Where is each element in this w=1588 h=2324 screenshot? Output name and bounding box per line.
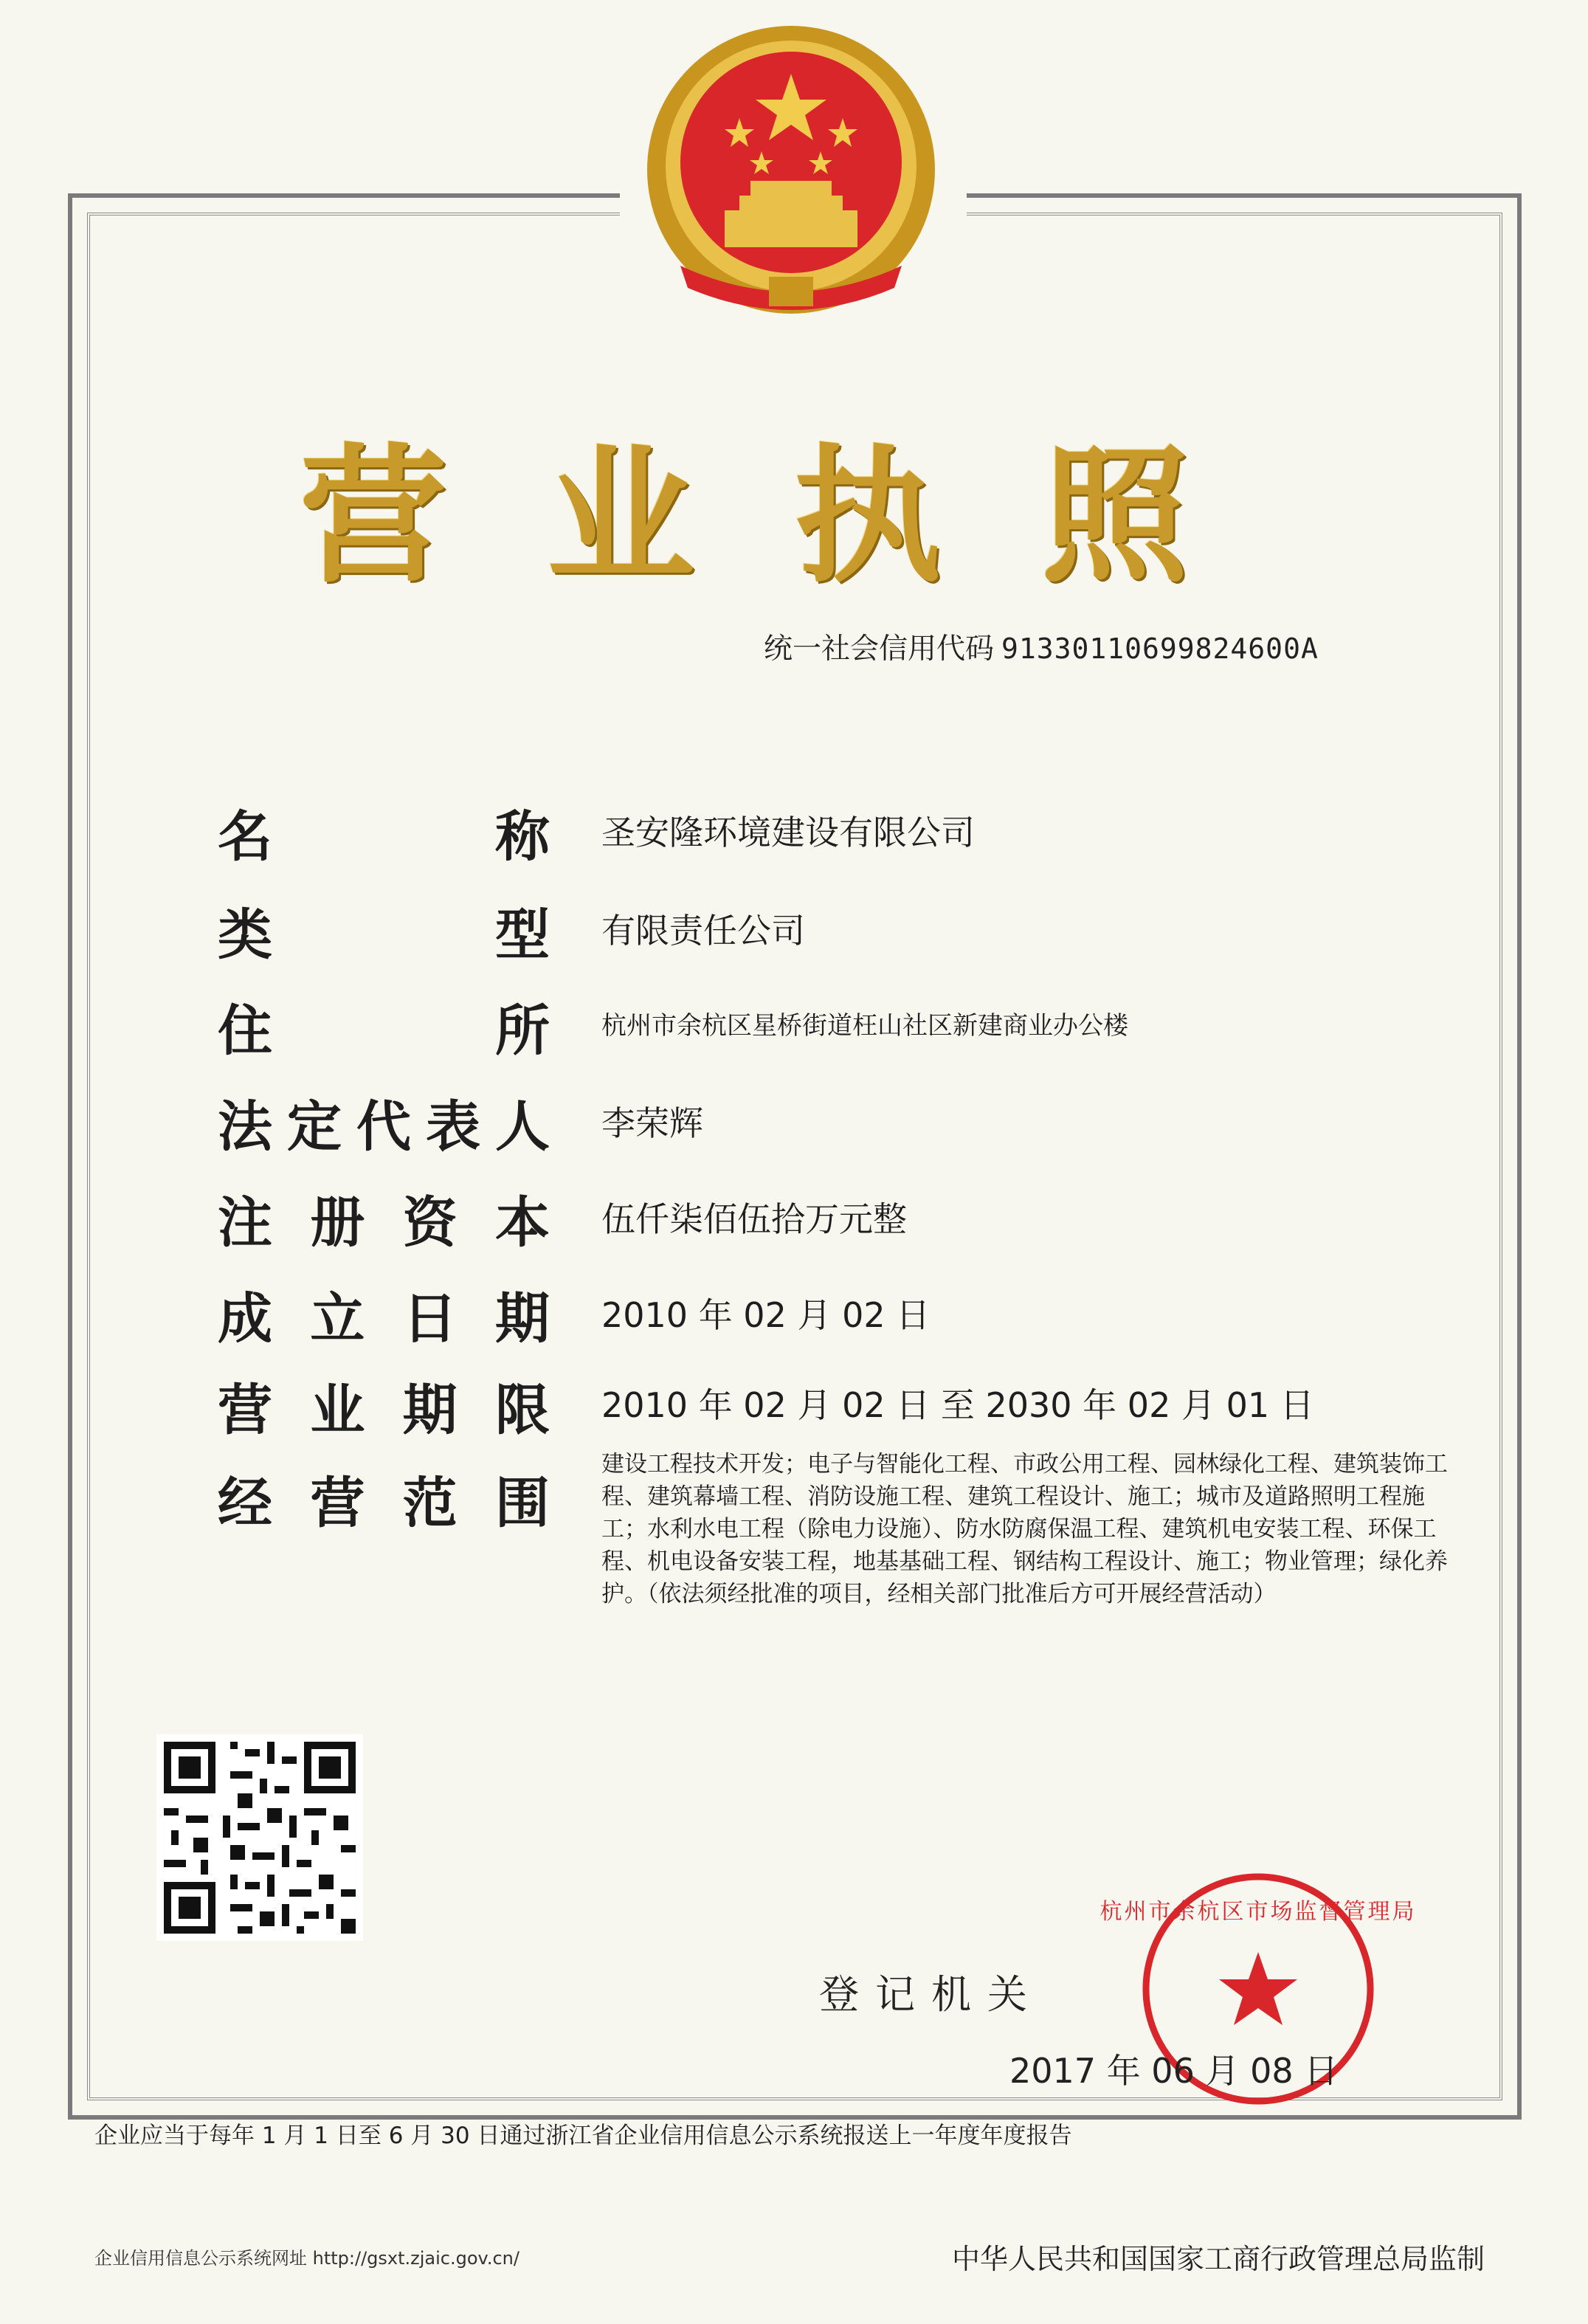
registration-authority-label: 登记机关 <box>819 1971 1043 2018</box>
supervision-line: 中华人民共和国国家工商行政管理总局监制 <box>951 2243 1485 2275</box>
value-term: 2010 年 02 月 02 日 至 2030 年 02 月 01 日 <box>601 1385 1314 1425</box>
annual-report-notice: 企业应当于每年 1 月 1 日至 6 月 30 日通过浙江省企业信用信息公示系统报送上一年度年度报告 <box>94 2123 1072 2149</box>
value-scope: 建设工程技术开发；电子与智能化工程、市政公用工程、园林绿化工程、建筑装饰工程、建筑幕墙工程、消防设施工程、建筑工程设计、施工；城市及道路照明工程施工；水利水电工程（除电力设施）、防水防腐保温工程、建筑机电安装工程、环保工程、机电设备安装工程，地基基础工程、钢结构工程设计、施工；物业管理；绿化养护。（依法须经批准的项目，经相关部门批准后方可开展经营活动） <box>601 1451 1448 1607</box>
value-address: 杭州市余杭区星桥街道枉山社区新建商业办公楼 <box>601 1011 1128 1041</box>
label-name: 名 称 <box>218 805 550 869</box>
label-scope: 经 营 范 围 <box>218 1472 550 1535</box>
value-name: 圣安隆环境建设有限公司 <box>601 813 975 852</box>
national-emblem <box>636 22 946 339</box>
qr-code[interactable] <box>156 1734 363 1941</box>
label-legal-rep: 法 定 代 表 人 <box>218 1095 550 1159</box>
issue-date: 2017 年 06 月 08 日 <box>1009 2051 1339 2091</box>
credit-code-value: 91330110699824600A <box>1001 632 1319 665</box>
label-established: 成 立 日 期 <box>218 1287 550 1351</box>
document-title: 营业执照 <box>299 431 1288 603</box>
value-type: 有限责任公司 <box>601 911 805 951</box>
value-capital: 伍仟柒佰伍拾万元整 <box>601 1199 907 1239</box>
credit-code-label: 统一社会信用代码 <box>764 632 995 666</box>
label-capital: 注 册 资 本 <box>218 1191 550 1255</box>
label-address: 住 所 <box>218 999 550 1063</box>
label-term: 营 业 期 限 <box>218 1379 550 1442</box>
disclosure-website[interactable]: 企业信用信息公示系统网址 http://gsxt.zjaic.gov.cn/ <box>94 2248 519 2269</box>
value-legal-rep: 李荣辉 <box>601 1103 703 1143</box>
value-established: 2010 年 02 月 02 日 <box>601 1295 931 1335</box>
label-type: 类 型 <box>218 903 550 967</box>
credit-code-row <box>764 626 1319 667</box>
seal-text: 杭州市余杭区市场监督管理局 <box>1099 1899 1417 1925</box>
